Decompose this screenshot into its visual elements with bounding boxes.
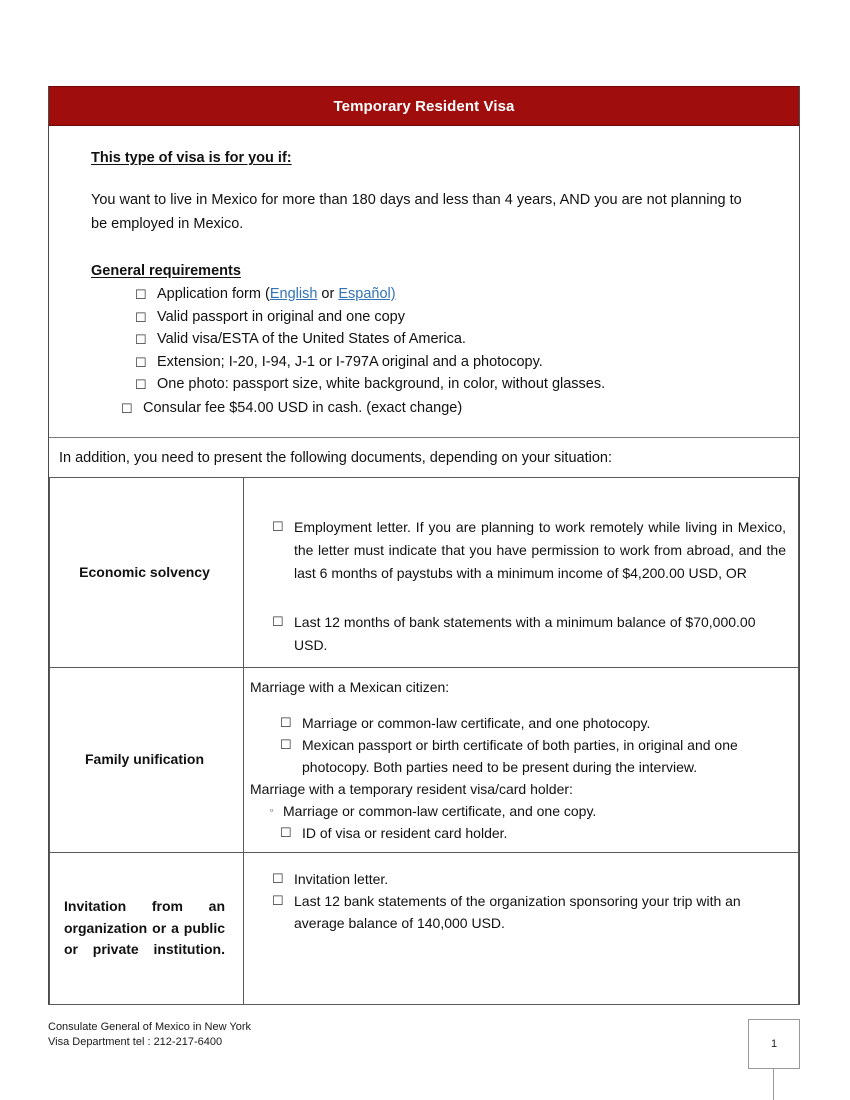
checkbox-icon[interactable]: ☐ [135, 377, 147, 392]
in-addition-note: In addition, you need to present the following documents, depending on your situation: [49, 437, 799, 477]
application-form-english-link[interactable]: English [269, 286, 318, 302]
checkbox-icon[interactable]: ☐ [272, 893, 284, 908]
small-square-bullet-icon: ▫ [270, 805, 274, 815]
page-number-tail-line [773, 1069, 774, 1100]
list-item [135, 328, 759, 351]
application-form-separator: or [317, 286, 339, 302]
footer-visa-department-line: Visa Department tel : 212-217-6400 [48, 1036, 223, 1048]
consular-fee-text: Consular fee $54.00 USD in cash. (exact change) [143, 399, 463, 416]
eligibility-heading: This type of visa is for you if: [91, 150, 292, 166]
requirement-extension: Extension; I-20, I-94, J-1 or I-797A original and a photocopy. [157, 353, 543, 370]
list-item [135, 351, 759, 374]
spacer [248, 587, 792, 611]
checkbox-icon[interactable]: ☐ [280, 715, 292, 730]
row-content-economic-solvency [244, 478, 799, 668]
family-list-id-holder [248, 822, 792, 844]
list-item [272, 516, 786, 585]
intro-section [49, 126, 799, 419]
row-label-family-unification: Family unification [50, 668, 244, 853]
economic-solvency-employment-letter: Employment letter. If you are planning to work remotely while living in Mexico, the letter must indicate that you have permission to work from abroad, and the last 6 months of paystubs with a minimum income of $4,200.00 USD, OR [294, 519, 786, 581]
economic-solvency-list-2 [248, 611, 792, 657]
family-list-temporary-resident [248, 800, 792, 822]
checkbox-icon[interactable]: ☐ [135, 332, 147, 347]
requirement-photo: One photo: passport size, white background, in color, without glasses. [157, 376, 606, 392]
economic-solvency-bank-statements: Last 12 months of bank statements with a minimum balance of $70,000.00 USD. [294, 614, 756, 653]
table-row [50, 853, 799, 1005]
checkbox-icon[interactable]: ☐ [135, 354, 147, 370]
list-item [272, 611, 786, 657]
requirement-application-form [157, 284, 759, 306]
list-item [135, 373, 759, 396]
general-requirements-heading: General requirements [91, 263, 241, 279]
consular-fee-line [91, 396, 759, 420]
footer-consulate-line: Consulate General of Mexico in New York [48, 1021, 251, 1033]
family-marriage-certificate-copy: Marriage or common-law certificate, and one copy. [283, 803, 597, 819]
page-number: 1 [770, 1038, 778, 1050]
spacer [248, 861, 792, 868]
checkbox-icon[interactable]: ☐ [280, 825, 292, 840]
footer [48, 1020, 800, 1050]
requirement-passport: Valid passport in original and one copy [157, 308, 406, 325]
spacer [248, 934, 792, 996]
invitation-list [248, 868, 792, 934]
requirements-table [49, 477, 799, 1005]
list-item [270, 800, 788, 822]
checkbox-icon[interactable]: ☐ [272, 519, 284, 534]
checkbox-icon[interactable]: ☐ [272, 614, 284, 629]
page-title: Temporary Resident Visa [333, 97, 515, 115]
family-subhead-temporary-resident: Marriage with a temporary resident visa/card holder: [250, 781, 573, 797]
checkbox-icon[interactable]: ☐ [135, 309, 147, 325]
application-form-spanish-link[interactable]: Español) [338, 286, 396, 302]
row-content-family-unification [244, 668, 799, 853]
list-item [280, 712, 788, 734]
family-marriage-certificate: Marriage or common-law certificate, and one photocopy. [302, 715, 651, 731]
list-item [280, 822, 788, 844]
list-item [272, 890, 788, 934]
invitation-bank-statements: Last 12 bank statements of the organization sponsoring your trip with an average balance of 140,000 USD. [294, 893, 741, 931]
row-content-invitation [244, 853, 799, 1005]
list-item [272, 868, 788, 890]
requirement-us-visa: Valid visa/ESTA of the United States of America. [157, 331, 466, 347]
checkbox-icon[interactable]: ☐ [135, 287, 147, 302]
checkbox-icon[interactable]: ☐ [280, 737, 292, 752]
checkbox-icon[interactable]: ☐ [121, 400, 133, 416]
row-label-invitation: Invitation from an organization or a public or private institution. [50, 853, 244, 1005]
list-item [135, 283, 759, 306]
row-label-economic-solvency: Economic solvency [50, 478, 244, 668]
document-frame [48, 86, 800, 1005]
table-row [50, 668, 799, 853]
family-id-visa-holder: ID of visa or resident card holder. [302, 825, 508, 841]
economic-solvency-block [248, 486, 792, 657]
eligibility-paragraph: You want to live in Mexico for more than 180 days and less than 4 years, AND you are not planning to be employed in Mexico. [91, 192, 742, 232]
family-mexican-passport: Mexican passport or birth certificate of both parties, in original and one photocopy. Both parties need to be present during the interview. [302, 737, 738, 775]
family-list-mexican-citizen [248, 712, 792, 778]
table-row [50, 478, 799, 668]
list-item [280, 734, 788, 778]
general-requirements-list [91, 283, 759, 396]
spacer [248, 698, 792, 712]
document-title-bar [49, 86, 799, 126]
list-item [135, 306, 759, 329]
family-subhead-mexican-citizen: Marriage with a Mexican citizen: [250, 679, 450, 695]
invitation-letter: Invitation letter. [294, 871, 389, 887]
checkbox-icon[interactable]: ☐ [272, 871, 284, 886]
page-number-box [748, 1019, 800, 1069]
application-form-text: Application form ( [157, 286, 270, 302]
economic-solvency-list [248, 516, 792, 585]
